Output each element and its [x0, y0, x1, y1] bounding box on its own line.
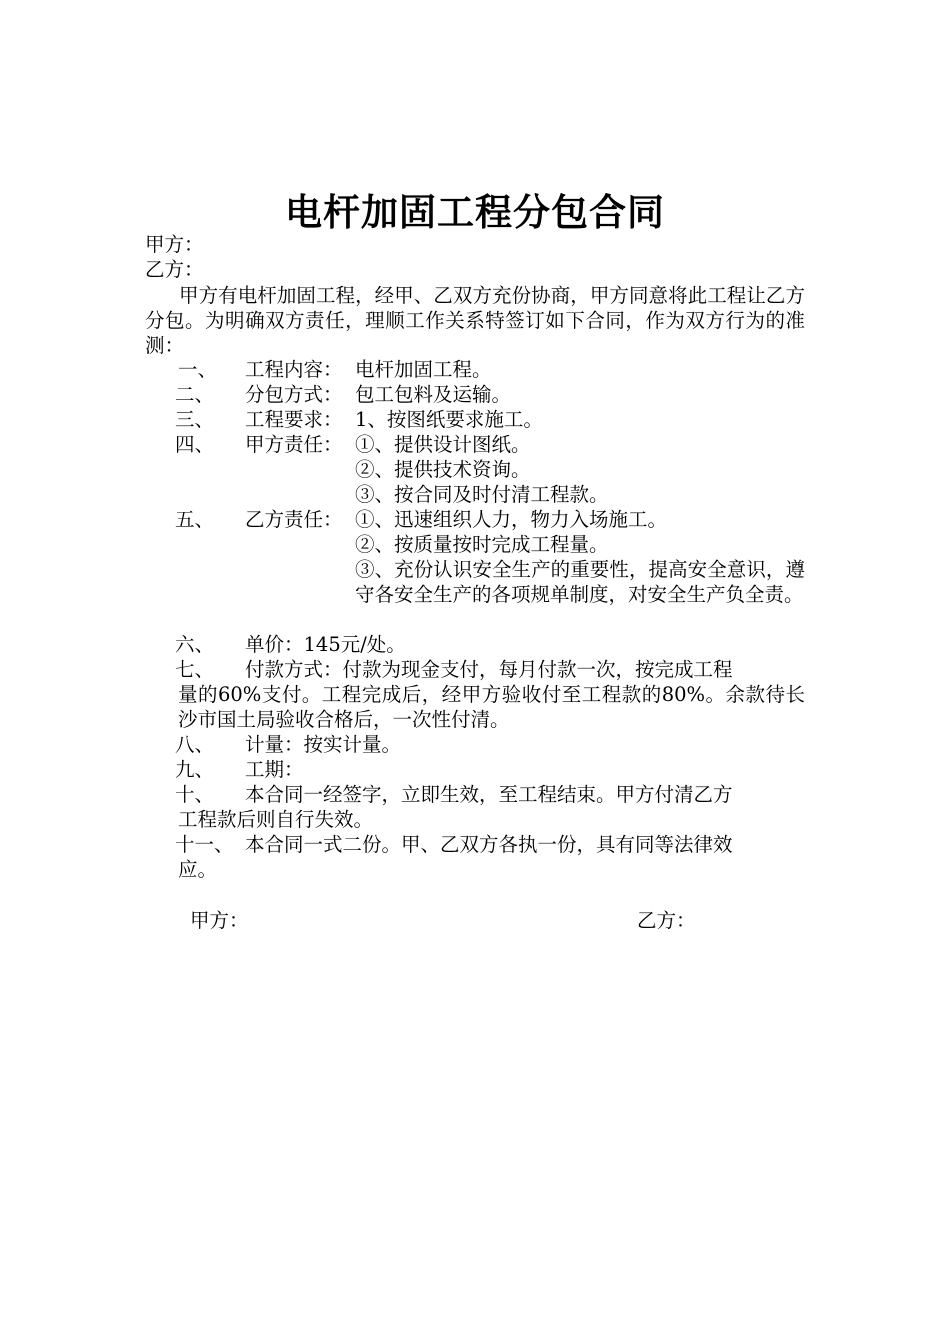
clause-4-label: 甲方责任：: [245, 433, 343, 456]
clause-10-text-first: 本合同一经签字，立即生效，至工程结束。甲方付清乙方: [245, 783, 733, 806]
signature-party-b: 乙方：: [637, 909, 696, 932]
clause-6-text: 单价：145元/处。: [245, 633, 406, 656]
clause-10-number: 十、: [175, 783, 215, 806]
clause-3-text: 1、按图纸要求施工。: [355, 408, 543, 431]
clause-2-label: 分包方式：: [245, 383, 343, 406]
clause-2-number: 二、: [175, 383, 215, 406]
party-a-label: 甲方：: [145, 233, 204, 256]
clause-9-text: 工期：: [245, 758, 304, 781]
clause-4-number: 四、: [175, 433, 215, 456]
clause-3-label: 工程要求：: [245, 408, 343, 431]
clause-4-item: ③、按合同及时付清工程款。: [355, 483, 609, 506]
signature-party-a: 甲方：: [190, 909, 249, 932]
clause-7-text-first: 付款方式：付款为现金支付，每月付款一次，按完成工程: [245, 658, 733, 681]
clause-5-label: 乙方责任：: [245, 508, 343, 531]
clause-8-text: 计量：按实计量。: [245, 733, 402, 756]
clause-1-number: 一、: [178, 358, 218, 381]
clause-5-item: ①、迅速组织人力，物力入场施工。: [355, 508, 668, 531]
party-b-label: 乙方：: [145, 258, 204, 281]
clause-5-number: 五、: [175, 508, 215, 531]
clause-11-text-first: 本合同一式二份。甲、乙双方各执一份，具有同等法律效: [245, 833, 733, 856]
clause-7-number: 七、: [175, 658, 215, 681]
clause-4-item: ②、提供技术资询。: [355, 458, 531, 481]
clause-5-item: ②、按质量按时完成工程量。: [355, 533, 609, 556]
intro-paragraph: 甲方有电杆加固工程，经甲、乙双方充份协商，甲方同意将此工程让乙方分包。为明确双方责任，理顺工作关系特签订如下合同，作为双方行为的准测：: [145, 284, 805, 357]
clause-10-text-rest: 工程款后则自行失效。: [178, 808, 374, 831]
clause-5-item: ③、充份认识安全生产的重要性，提高安全意识，遵守各安全生产的各项规单制度，对安全生产负全责。: [355, 558, 805, 606]
clause-1-label: 工程内容：: [245, 358, 343, 381]
clause-11-text-rest: 应。: [178, 858, 218, 881]
clause-7-text-rest: 量的60%支付。工程完成后，经甲方验收付至工程款的80%。余款待长沙市国土局验收合格后，一次性付清。: [178, 683, 805, 731]
clause-2-text: 包工包料及运输。: [355, 383, 512, 406]
clause-6-number: 六、: [175, 633, 215, 656]
clause-9-number: 九、: [175, 758, 215, 781]
clause-1-text: 电杆加固工程。: [355, 358, 492, 381]
clause-3-number: 三、: [175, 408, 215, 431]
clause-8-number: 八、: [175, 733, 215, 756]
clause-11-number: 十一、: [175, 833, 234, 856]
document-title: 电杆加固工程分包合同: [285, 191, 665, 234]
clause-4-item: ①、提供设计图纸。: [355, 433, 531, 456]
